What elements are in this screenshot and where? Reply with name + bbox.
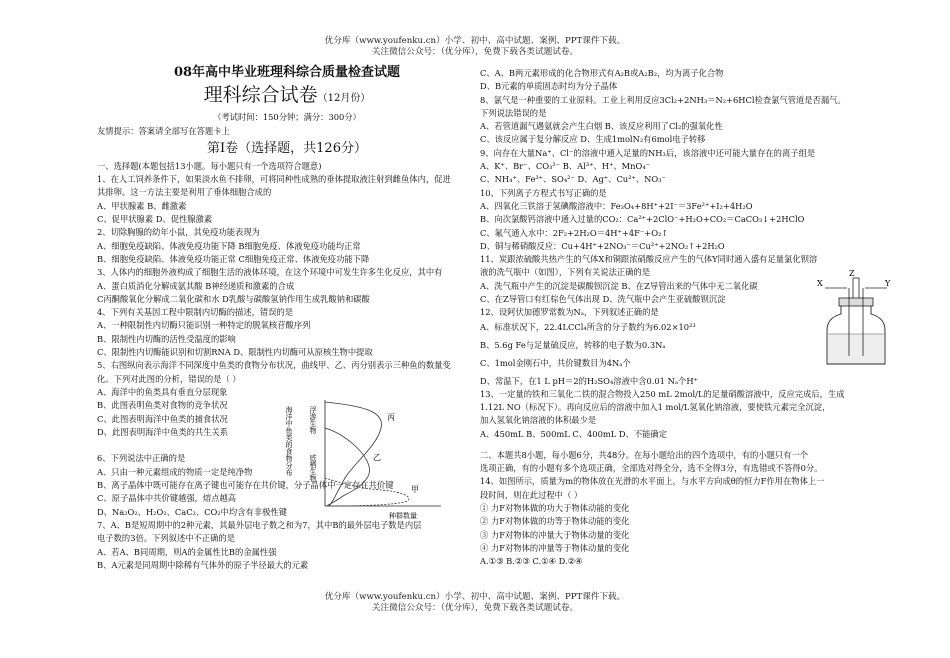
right-line: C、氟气通入水中：2F₂+2H₂O＝4H⁺+4F⁻+O₂↑	[480, 227, 669, 238]
section1-title: 第Ⅰ卷（选择题，共126分）	[207, 140, 367, 156]
left-line: 一、选择题(本题包括13小题。每小题只有一个选项符合题意)	[97, 160, 322, 171]
fig2-label-x: X	[817, 279, 823, 288]
fig1-curve-label-bing: 丙	[387, 413, 395, 422]
right-line: D、B元素的单质固态时均为分子晶体	[480, 81, 618, 92]
left-line: C、原子晶体中共价键越强，熔点越高	[97, 493, 237, 504]
right-line: 1.12L NO（标况下）。再向反应后的溶液中加入1 mol/L氢氧化钠溶液，要使铁元素完全沉淀，	[480, 401, 831, 412]
right-line: D、常温下，在1 L pH＝2的H₂SO₄溶液中含0.01 Nₐ个H⁺	[480, 375, 698, 386]
right-line: ① 力F对物体做的功大于物体动能的变化	[480, 503, 630, 514]
right-line: ④ 力F对物体的冲量等于物体动量的变化	[480, 542, 630, 553]
fig2-stopper	[839, 298, 873, 306]
left-line: B、细胞免疫缺陷、体液免疫功能正常 C细胞免疫正常、体液免疫功能下降	[97, 253, 370, 264]
right-line: C、在Z导管口有红棕色气体出现 D、洗气瓶中会产生亚硫酸钡沉淀	[480, 294, 726, 305]
left-line: A、细胞免疫缺陷、体液免疫功能下降 B细胞免疫、体液免疫功能均正常	[97, 240, 361, 251]
right-line: 12、设阿伏加德罗常数为Nₐ，下列叙述正确的是	[480, 307, 659, 318]
page-footer	[0, 592, 950, 614]
gas-washing-bottle-figure	[815, 268, 897, 370]
right-line: 9、向存在大量Na⁺、Cl⁻的溶液中通入足量的NH₃后，该溶液中还可能大量存在的离子组是	[480, 147, 816, 158]
right-line: A.①③ B.②③ C.①④ D.②④	[480, 556, 583, 567]
fig1-curve-yi	[325, 428, 370, 506]
fig2-label-y: Y	[885, 279, 891, 288]
footer-line-2: 关注微信公众号：（优分库），免费下载各类试题试卷。	[371, 603, 579, 613]
left-line: 6、下列说法中正确的是	[97, 453, 186, 464]
left-line: D、Na₂O₂、H₂O₂、CaC₂、CO₂中均含有非极性键	[97, 506, 288, 517]
right-line: A、K⁺、Br⁻、CO₃²⁻ B、Al³⁺、H⁺、MnO₄⁻	[480, 161, 651, 172]
right-line: 下列说法错误的是	[480, 107, 547, 118]
fig1-plankton-label: 浮游生物	[309, 406, 317, 434]
right-line: A、若管道漏气遇氨就会产生白烟 B、该反应利用了Cl₂的强氧化性	[480, 121, 723, 132]
left-line: A、甲状腺素 B、雌激素	[97, 200, 187, 211]
left-line: 7、A、B是短周期中的2种元素，其最外层电子数之和为7，其中B的最外层电子数是内层	[97, 519, 422, 530]
fig2-tube-z	[853, 278, 859, 300]
exam-info: （考试时间：150分钟；满分：300分）	[213, 112, 361, 123]
left-line: 其排卵。这一方法主要是利用了垂体细胞合成的	[97, 187, 272, 198]
left-line: A、只由一种元素组成的物质一定是纯净物	[97, 466, 253, 477]
right-line: 14、如图所示，质量为m的物体放在光滑的水平面上，与水平方向成θ的恒力F作用在物体上一	[480, 476, 825, 487]
paper-title	[97, 83, 477, 111]
left-line: C、限制性内切酶能识别和切割RNA D、限制性内切酶可从原核生物中提取	[97, 347, 373, 358]
right-line	[480, 441, 920, 449]
paper-month: （12月份）	[317, 93, 371, 105]
exam-title: 08年高中毕业班理科综合质量检查试题	[173, 65, 401, 80]
left-line: A、海洋中的鱼类具有垂直分层现象	[97, 386, 228, 397]
left-line: 4、下列有关基因工程中限制内切酶的描述，错误的是	[97, 307, 294, 318]
left-line: C、此图表明海洋中鱼类的捕食状况	[97, 413, 228, 424]
fig1-ylabel: 海洋中鱼类的食物分布	[285, 406, 293, 476]
header-line-1: 优分库（www.youfenku.cn）小学、初中、高中试题、案例、PPT课件下载。	[324, 36, 626, 46]
right-line: 11、炭跟浓硫酸共热产生的气体X和铜跟浓硝酸反应产生的气体Y同时通入盛有足量氯化钡溶	[480, 254, 818, 265]
left-line: 电子数的3倍。下列叙述中不正确的是	[97, 533, 236, 544]
footer-line-1: 优分库（www.youfenku.cn）小学、初中、高中试题、案例、PPT课件下载。	[324, 592, 626, 602]
right-line: 二、本题共8小题，每小题6分，共48分。在每小题给出的四个选项中，有的小题只有一个	[480, 449, 809, 460]
right-line: 加入氢氧化钠溶液的体积最少是	[480, 415, 597, 426]
left-line: B、此图表明鱼类对食物的竞争状况	[97, 400, 228, 411]
left-line: B、A元素是同周期中除稀有气体外的原子半径最大的元素	[97, 559, 309, 570]
right-line: A、450mL B、500mL C、400mL D、不能确定	[480, 428, 668, 439]
fig1-curve-label-yi: 乙	[373, 453, 381, 462]
right-line: ② 力F对物体做的功等于物体动能的变化	[480, 516, 630, 527]
left-line: A、一种限制性内切酶只能识别一种特定的脱氧核苷酸序列	[97, 320, 311, 331]
right-line: 10、下列离子方程式书写正确的是	[480, 187, 607, 198]
right-line: C、该反应属于复分解反应 D、生成1molN₂有6mol电子转移	[480, 134, 706, 145]
fig2-label-z: Z	[849, 269, 855, 278]
left-line: D、此图表明海洋中鱼类的共生关系	[97, 426, 229, 437]
left-line: B、离子晶体中既可能存在离子键也可能存在共价键，分子晶体中一定存在共价键	[97, 480, 394, 491]
right-line: B、向次氯酸钙溶液中通入过量的CO₂：Ca²⁺+2ClO⁻+H₂O+CO₂＝CaCO₃↓+2HClO	[480, 214, 805, 225]
right-line: 液的洗气瓶中（如图），下列有关说法正确的是	[480, 267, 651, 278]
left-line: 5、右图纵向表示海洋不同深度中鱼类的食物分布状况，曲线甲、乙、丙分别表示三种鱼的数量变	[97, 360, 451, 371]
left-line: C、促甲状腺素 D、促性腺激素	[97, 214, 213, 225]
left-line: 化。下列对此图的分析，错误的是（ ）	[97, 373, 241, 384]
right-line: 13、一定量的铁和三氧化二铁的混合物投入250 mL 2mol/L的足量硝酸溶液中，反应完成后，生成	[480, 388, 845, 399]
fish-distribution-figure	[285, 398, 445, 522]
right-line: C、NH₄⁺、Fe³⁺、SO₄²⁻ D、Ag⁺、Cu²⁺、NO₃⁻	[480, 174, 666, 185]
right-line: C、1mol金刚石中，共价键数目为4Nₐ个	[480, 357, 631, 368]
fig1-xlabel: 种群数量	[389, 512, 417, 520]
fig1-curve-label-jia: 甲	[411, 485, 419, 494]
left-line: 2、切除胸腺的幼年小鼠，其免疫功能表现为	[97, 227, 260, 238]
left-line: C丙酮酸氧化分解成二氧化碳和水 D乳酸与碳酸氢钠作用生成乳酸钠和碳酸	[97, 293, 370, 304]
fig1-benthos-label: 底栖生物	[309, 454, 317, 482]
right-line: 选项正确，有的小题有多个选项正确，全部选对得全分，选不全得3分，有选错或不答得0分。	[480, 463, 823, 474]
left-line: 3、人体内的细胞外液构成了细胞生活的液体环境，在这个环境中可发生许多生化反应，其中有	[97, 267, 443, 278]
right-line: 段时间，则在此过程中（ ）	[480, 489, 583, 500]
page-header	[0, 36, 950, 58]
right-line: C、A、B两元素形成的化合物形式有A₂B或A₂B₂，均为离子化合物	[480, 68, 724, 78]
fig2-liquid	[828, 334, 884, 363]
left-line: B、限制性内切酶的活性受温度的影响	[97, 333, 236, 344]
right-line: A、标准状况下，22.4LCCl₄所含的分子数约为6.02×10²³	[480, 321, 696, 332]
paper-title-text: 理科综合试卷	[203, 84, 318, 107]
header-line-2: 关注微信公众号：（优分库），免费下载各类试题试卷。	[371, 47, 579, 57]
right-line: ③ 力F对物体的冲量大于物体动量的变化	[480, 529, 630, 540]
right-line: A、洗气瓶中产生的沉淀是碳酸钡沉淀 B、在Z导管出来的气体中无二氧化碳	[480, 280, 758, 291]
right-line: 8、氯气是一种重要的工业原料。工业上利用反应3Cl₂+2NH₃＝N₂+6HCl检查氯气管道是否漏气。	[480, 94, 846, 105]
right-line: D、铜与稀硝酸反应：Cu+4H⁺+2NO₃⁻＝Cu²⁺+2NO₂↑+2H₂O	[480, 240, 725, 251]
left-line: A、若A、B同周期，则A的金属性比B的金属性强	[97, 546, 277, 557]
tip-text: 友情提示：答案请全部写在答题卡上	[97, 125, 230, 136]
right-line: A、四氧化三铁溶于氢碘酸溶液中：Fe₃O₄+8H⁺+2I⁻＝3Fe²⁺+I₂+4H₂O	[480, 200, 753, 211]
right-line: B、5.6g Fe与足量硫反应，转移的电子数为0.3Nₐ	[480, 339, 666, 350]
left-line: A、蛋白质消化分解成氨其酸 B神经递质和激素的合成	[97, 280, 295, 291]
left-line: 1、在人工饲养条件下，如果淡水鱼不排卵，可将同种性成熟的垂体提取液注射到雌鱼体内，促进	[97, 174, 451, 185]
